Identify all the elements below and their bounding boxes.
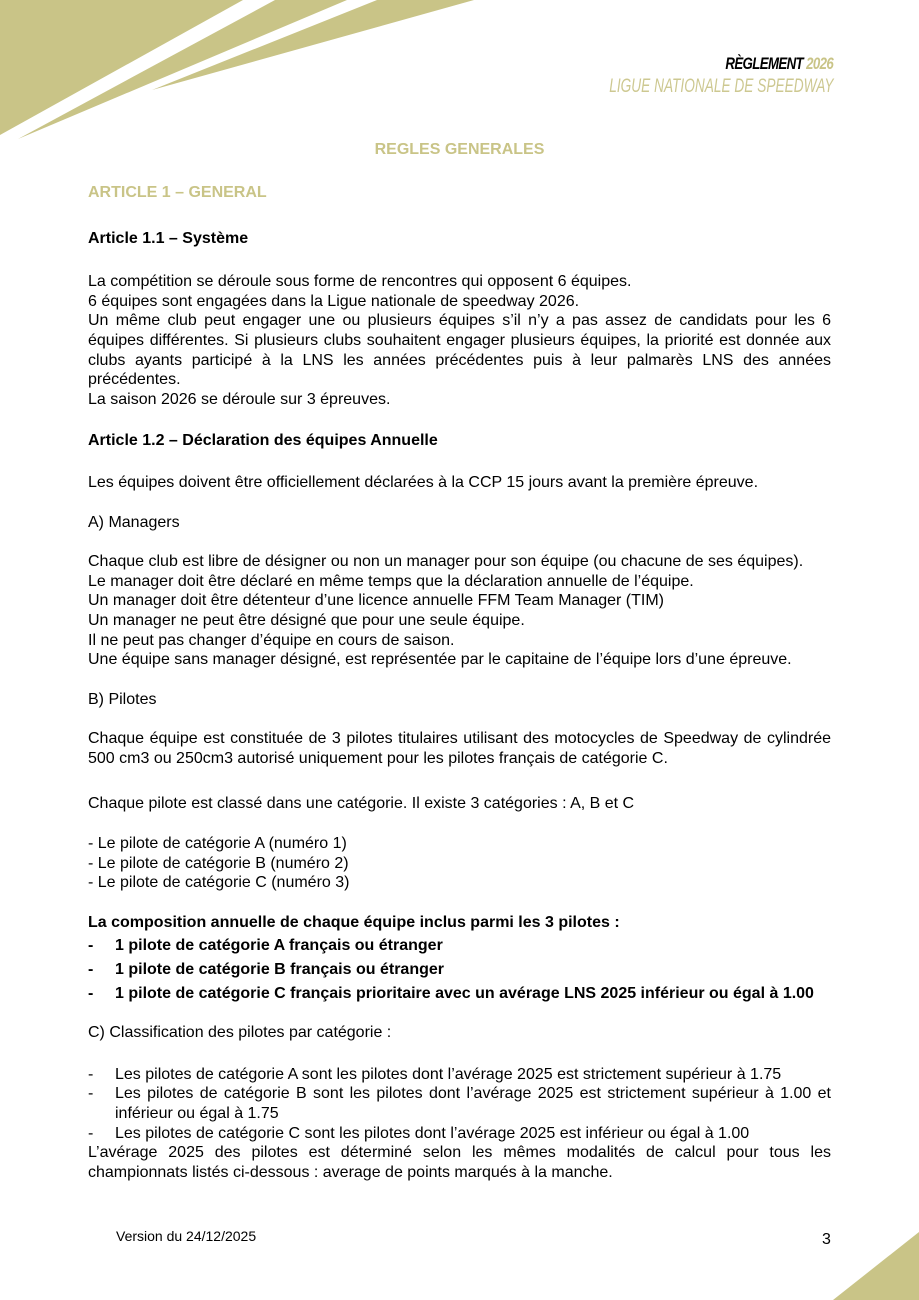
paragraph: Un même club peut engager une ou plusieurs équipes s’il n’y a pas assez de candidats pour les 6 équipes différentes. Si plusieurs clubs souhaitent engager plusieurs équipes, la priorité est donnée aux clubs ayants participé à la LNS les années précédentes puis à leur palmarès LNS des années précédentes. [88,312,831,389]
paragraph: Les équipes doivent être officiellement déclarées à la CCP 15 jours avant la première épreuve. [88,473,759,491]
list-item: - 1 pilote de catégorie C français prioritaire avec un avérage LNS 2025 inférieur ou égal à 1.00 [88,984,831,1004]
paragraph: La saison 2026 se déroule sur 3 épreuves. [88,390,391,408]
paragraph: Chaque pilote est classé dans une catégorie. Il existe 3 catégories : A, B et C [88,795,635,813]
brand-header [522,54,833,98]
composition-heading: La composition annuelle de chaque équipe inclus parmi les 3 pilotes : [88,913,620,931]
brand-year: 2026 [805,54,833,73]
list-item: - Les pilotes de catégorie B sont les pilotes dont l’avérage 2025 est strictement supérieur à 1.00 et inférieur ou égal à 1.75 [88,1084,831,1123]
category-line: - Le pilote de catégorie B (numéro 2) [88,854,349,872]
page-number: 3 [822,1231,831,1248]
section-b-heading: B) Pilotes [88,690,157,708]
article-1-1-heading: Article 1.1 – Système [88,229,249,247]
footer-version: Version du 24/12/2025 [116,1228,257,1244]
header-stripes-decoration [0,0,500,150]
paragraph: Une équipe sans manager désigné, est représentée par le capitaine de l’équipe lors d’une épreuve. [88,651,792,669]
list-item: - Les pilotes de catégorie C sont les pilotes dont l’avérage 2025 est inférieur ou égal à 1.00 [88,1124,831,1144]
paragraph: La compétition se déroule sous forme de rencontres qui opposent 6 équipes. [88,273,632,291]
document-body [88,183,831,1182]
paragraph: Chaque club est libre de désigner ou non un manager pour son équipe (ou chacune de ses équipes). [88,553,804,571]
category-line: - Le pilote de catégorie C (numéro 3) [88,874,350,892]
paragraph: L’avérage 2025 des pilotes est déterminé selon les mêmes modalités de calcul pour tous les championnats listés ci-dessous : average de points marqués à la manche. [88,1144,831,1181]
list-item: - 1 pilote de catégorie A français ou étranger [88,936,831,956]
section-c-heading: C) Classification des pilotes par catégorie : [88,1024,392,1042]
paragraph: Le manager doit être déclaré en même temps que la déclaration annuelle de l’équipe. [88,572,694,590]
classification-list [88,1065,831,1143]
brand-word: RÈGLEMENT [725,54,803,73]
category-line: - Le pilote de catégorie A (numéro 1) [88,835,347,853]
paragraph: Un manager ne peut être désigné que pour une seule équipe. [88,611,525,629]
section-a-heading: A) Managers [88,513,180,531]
list-item: - 1 pilote de catégorie B français ou étranger [88,960,831,980]
article-1-2-heading: Article 1.2 – Déclaration des équipes Annuelle [88,432,438,450]
composition-list [88,936,831,1003]
paragraph: Il ne peut pas changer d’équipe en cours de saison. [88,631,455,649]
brand-title [725,54,833,74]
brand-subtitle: LIGUE NATIONALE DE SPEEDWAY [608,76,833,97]
article-1-heading: ARTICLE 1 – GENERAL [88,184,267,201]
page-title: REGLES GENERALES [374,141,545,158]
paragraph: 6 équipes sont engagées dans la Ligue nationale de speedway 2026. [88,292,580,310]
list-item: - Les pilotes de catégorie A sont les pilotes dont l’avérage 2025 est strictement supérieur à 1.75 [88,1065,831,1085]
paragraph: Un manager doit être détenteur d’une licence annuelle FFM Team Manager (TIM) [88,592,664,610]
paragraph: Chaque équipe est constituée de 3 pilotes titulaires utilisant des motocycles de Speedway de cylindrée 500 cm3 ou 250cm3 autorisé uniquement pour les pilotes français de catégorie C. [88,730,831,767]
footer-corner-decoration [833,1232,919,1300]
